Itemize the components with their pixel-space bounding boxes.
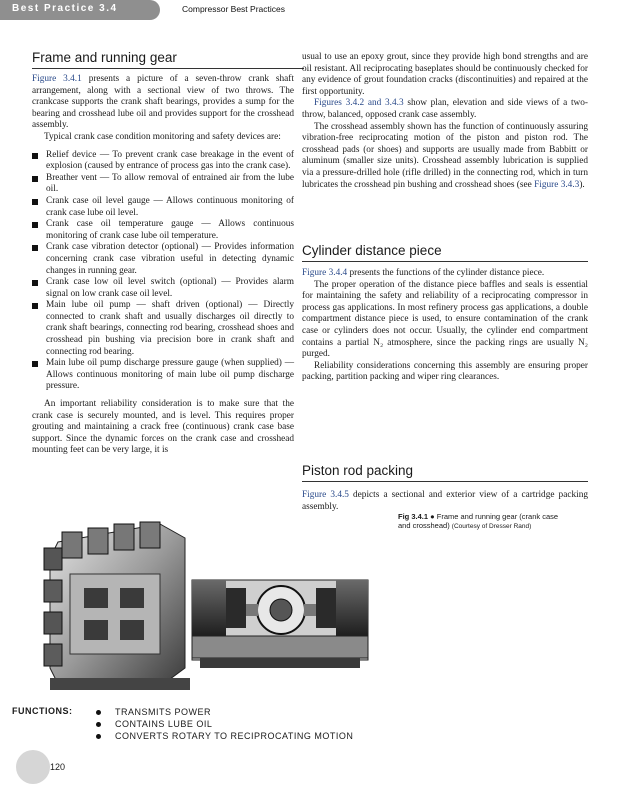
function-text: CONVERTS ROTARY TO RECIPROCATING MOTION xyxy=(115,731,354,741)
figure-caption xyxy=(398,512,568,531)
bullet-icon xyxy=(96,722,101,727)
section-tab xyxy=(0,0,160,20)
baffles-paragraph: The proper operation of the distance piece baffles and seals is essential for maintaining the safety and reliability of a reciprocating compressor in process gas applications. In most refinery process gas applications, a double compartment distance piece is used, to ensure contamination of the crank case or cylinders does not occur. Usually, the cylinder end compartment contains a partial N₂ atmosphere, since the packing rings are usually N₂ purged. xyxy=(302,279,588,360)
figure-ref-link[interactable]: Figure 3.4.1 xyxy=(32,74,82,84)
function-text: CONTAINS LUBE OIL xyxy=(115,719,213,729)
figures-ref-link[interactable]: Figures 3.4.2 and 3.4.3 xyxy=(314,98,404,109)
list-item xyxy=(96,706,353,718)
functions-list xyxy=(96,706,353,742)
figure-ref-link[interactable]: Figure 3.4.5 xyxy=(302,490,349,500)
figure-ref-link[interactable]: Figure 3.4.4 xyxy=(302,268,348,278)
right-column-mid xyxy=(302,268,588,384)
right-column-top xyxy=(302,52,588,191)
crankshaft-figure xyxy=(40,518,375,696)
running-title: Compressor Best Practices xyxy=(182,4,285,14)
devices-list xyxy=(32,150,294,393)
crosshead-text: The crosshead assembly shown has the function of continuously assuring vibration-free reciprocating motion of the piston and piston rod. The crosshead pads (or shoes) and supports are usually made from Babbitt or aluminum (smaller size units). Crosshead assembly lubrication is supplied via a pressure-drilled hole (rifle drilled) in the connecting rod, which in turn lubricates the crosshead pin bushing and crosshead shoes (see xyxy=(302,121,588,190)
list-item: Main lube oil pump — shaft driven (optional) — Directly connected to crank shaft and usually discharges oil directly to crank shaft bearings, connecting rod bearing, crosshead shoes and crosshead pin bushing via precision bore in crank shaft and connecting rod bearing. xyxy=(32,300,294,358)
caption-bullet-icon: ● xyxy=(430,512,437,521)
crankcase-exterior xyxy=(44,522,190,690)
figure-label: Fig 3.4.1 xyxy=(398,512,429,521)
list-item: Crank case oil temperature gauge — Allows continuous monitoring of crank case lube oil temperature. xyxy=(32,219,294,242)
bullet-icon xyxy=(96,710,101,715)
reliability-paragraph: An important reliability consideration is to make sure that the crank case is securely mounted, and is level. This requires proper grouting and maintaining a crack free (continuous) crank case base support. Since the dynamic forces on the crank case and crosshead mounting feet can be very large, it is xyxy=(32,399,294,456)
page-number-circle xyxy=(16,750,50,784)
distance-piece-text: presents the functions of the cylinder distance piece. xyxy=(347,268,545,278)
bullet-icon xyxy=(96,734,101,739)
list-item xyxy=(96,718,353,730)
list-item xyxy=(96,730,353,742)
devices-lead: Typical crank case condition monitoring and safety devices are: xyxy=(44,131,281,142)
list-item: Relief device — To prevent crank case breakage in the event of explosion (caused by entrance of process gas into the crank case). xyxy=(32,150,294,173)
page-number: 120 xyxy=(50,762,66,772)
heading-piston-rod-packing: Piston rod packing xyxy=(302,463,588,482)
list-item: Main lube oil pump discharge pressure gauge (when supplied) —Allows continuous monitoring of main lube oil pump discharge pressure. xyxy=(32,358,294,393)
crosshead-text-end: ). xyxy=(579,179,585,190)
list-item: Crank case oil level gauge — Allows continuous monitoring of crank case lube oil level. xyxy=(32,196,294,219)
intro-text: presents a picture of a seven-throw crank shaft arrangement, along with a sectional view of two throws. The crankcase supports the crank shaft bearings, provides a sump for the bearing and crosshead lube oil and provides support for the crosshead assembly. xyxy=(32,74,294,131)
functions-label: FUNCTIONS: xyxy=(12,706,73,716)
list-item: Crank case low oil level switch (optional) — Provides alarm signal on low crank case oil level. xyxy=(32,277,294,300)
list-item: Breather vent — To allow removal of entrained air from the lube oil. xyxy=(32,173,294,196)
crosshead-section-view xyxy=(192,580,368,668)
grout-paragraph: usual to use an epoxy grout, since they provide high bond strengths and are oil resistant. All reciprocating baseplates should be continuously checked for any evidence of grout foundation cracks (discontinuities) and repaired at the first opportunity. xyxy=(302,52,588,97)
heading-frame-running-gear: Frame and running gear xyxy=(32,50,304,69)
function-text: TRANSMITS POWER xyxy=(115,707,212,717)
heading-cylinder-distance-piece: Cylinder distance piece xyxy=(302,243,588,262)
packing-text: depicts a sectional and exterior view of a cartridge packing assembly. xyxy=(302,490,588,512)
left-column xyxy=(32,74,294,457)
list-item: Crank case vibration detector (optional) — Provides information concerning crank case vibration useful in detecting dynamic changes in running gear. xyxy=(32,242,294,277)
caption-credit: (Courtesy of Dresser Rand) xyxy=(451,523,532,530)
figure-ref-link[interactable]: Figure 3.4.3 xyxy=(534,179,580,190)
caption-text: Frame and running gear (crank case and crosshead) xyxy=(398,512,559,530)
views-text: show plan, elevation and side views of a two-throw, balanced, opposed crank case assembly. xyxy=(302,98,588,120)
clearances-paragraph: Reliability considerations concerning this assembly are ensuring proper packing, partition packing and wiper ring clearances. xyxy=(302,360,588,383)
right-column-bottom xyxy=(302,490,588,513)
section-label: Best Practice 3.4 xyxy=(12,3,118,14)
